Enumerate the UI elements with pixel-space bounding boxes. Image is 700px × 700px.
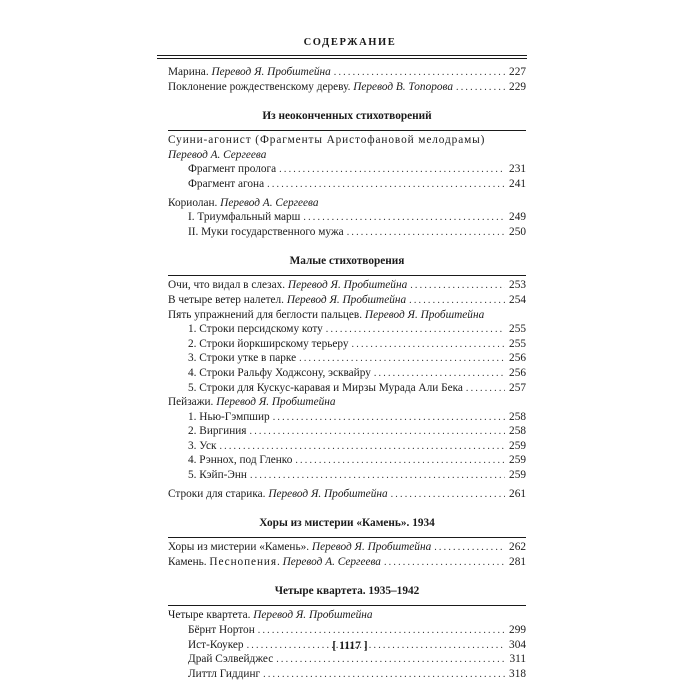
leader-dots: [410, 279, 505, 294]
entry-title: Бёрнт Нортон: [188, 624, 255, 637]
toc-entry: [168, 424, 526, 439]
page-number: 258: [509, 410, 526, 423]
entry-title: Ист-Коукер: [188, 638, 244, 651]
toc-entry: [168, 487, 526, 502]
section-rule: [168, 130, 526, 131]
page-number: 262: [509, 541, 526, 554]
page-number: 259: [509, 439, 526, 452]
page-number: 257: [509, 381, 526, 394]
leader-dots: [219, 440, 505, 455]
entry-title: 4. Строки Ральфу Ходжсону, эсквайру: [188, 366, 371, 379]
entry-title: Строки для старика. Перевод Я. Пробштейна: [168, 487, 388, 500]
leader-dots: [334, 66, 505, 81]
leader-dots: [258, 624, 505, 639]
page-number: 253: [509, 279, 526, 292]
leader-dots: [434, 541, 505, 556]
entry-title: В четыре ветер налетел. Перевод Я. Пробштейна: [168, 293, 407, 306]
page-number: 255: [509, 337, 526, 350]
entry-title: Литтл Гиддинг: [188, 667, 261, 680]
page-number: 304: [509, 638, 526, 651]
entry-title: 1. Нью-Гэмпшир: [188, 410, 270, 423]
entry-title: Драй Сэлвейджес: [188, 653, 274, 666]
table-of-contents: [168, 65, 526, 681]
leader-dots: [279, 163, 505, 178]
toc-entry: [168, 652, 526, 667]
entry-title: Фрагмент агона: [188, 177, 265, 190]
leader-dots: [374, 367, 505, 382]
leader-dots: [391, 488, 505, 503]
toc-entry: [168, 667, 526, 682]
leader-dots: [326, 323, 505, 338]
entry-title: Фрагмент пролога: [188, 163, 277, 176]
header-rule-lower: [157, 58, 527, 59]
page-number: 231: [509, 163, 526, 176]
section-rule: [168, 605, 526, 606]
section-title-unfinished: Из неоконченных стихотворений: [262, 110, 432, 123]
leader-dots: [250, 425, 506, 440]
leader-dots: [409, 294, 505, 309]
toc-entry: [168, 162, 526, 177]
toc-entry: [168, 623, 526, 638]
entry-title: 3. Уск: [188, 439, 217, 452]
leader-dots: [263, 668, 505, 683]
toc-heading: Четыре квартета. Перевод Я. Пробштейна: [168, 609, 373, 622]
toc-entry: [168, 177, 526, 192]
entry-title: 2. Строки йоркширскому терьеру: [188, 337, 349, 350]
page-number: 256: [509, 352, 526, 365]
header-rule-upper: [157, 55, 527, 56]
leader-dots: [456, 81, 505, 96]
leader-dots: [347, 226, 505, 241]
leader-dots: [303, 211, 505, 226]
leader-dots: [250, 469, 505, 484]
entry-title: II. Муки государственного мужа: [188, 225, 344, 238]
toc-entry: [168, 80, 526, 95]
entry-title: 1. Строки персидскому коту: [188, 323, 323, 336]
running-head: СОДЕРЖАНИЕ: [303, 37, 397, 48]
toc-translator: Перевод А. Сергеева: [168, 148, 267, 161]
page-number: 227: [509, 66, 526, 78]
section-rule: [168, 275, 526, 276]
page-number: 256: [509, 366, 526, 379]
page-number: 318: [509, 667, 526, 680]
section-title-rock: Хоры из мистерии «Камень». 1934: [259, 517, 435, 530]
entry-title: Поклонение рождественскому дереву. Перевод В. Топорова: [168, 80, 454, 93]
page-number: 249: [509, 211, 526, 224]
leader-dots: [299, 352, 505, 367]
entry-title: I. Триумфальный марш: [188, 211, 301, 224]
page-number: 254: [509, 293, 526, 306]
leader-dots: [273, 411, 505, 426]
page-number: 259: [509, 469, 526, 482]
toc-entry: [168, 453, 526, 468]
leader-dots: [295, 454, 505, 469]
toc-entry: [168, 351, 526, 366]
toc-entry: [168, 381, 526, 396]
leader-dots: [384, 556, 505, 571]
toc-entry: [168, 555, 526, 570]
entry-title: 5. Строки для Кускус-каравая и Мирзы Мурада Али Бека: [188, 381, 463, 394]
leader-dots: [276, 653, 505, 668]
toc-entry: [168, 65, 526, 80]
leader-dots: [466, 382, 505, 397]
page-folio: [ 1117 ]: [332, 640, 368, 652]
entry-title: 3. Строки утке в парке: [188, 352, 297, 365]
entry-title: 4. Рэннох, под Гленко: [188, 454, 293, 467]
section-rule: [168, 537, 526, 538]
toc-entry: [168, 225, 526, 240]
toc-entry: [168, 322, 526, 337]
toc-heading: Пять упражнений для беглости пальцев. Перевод Я. Пробштейна: [168, 308, 485, 321]
page-number: 255: [509, 323, 526, 336]
page-number: 229: [509, 80, 526, 93]
page-number: 261: [509, 487, 526, 500]
toc-entry: [168, 439, 526, 454]
page-number: 281: [509, 555, 526, 568]
toc-heading: Суини-агонист (Фрагменты Аристофановой мелодрамы): [168, 134, 486, 147]
entry-title: Марина. Перевод Я. Пробштейна: [168, 66, 331, 78]
toc-entry: [168, 468, 526, 483]
toc-entry: [168, 366, 526, 381]
page-number: 299: [509, 624, 526, 637]
page-number: 250: [509, 225, 526, 238]
leader-dots: [352, 338, 505, 353]
toc-entry: [168, 540, 526, 555]
leader-dots: [267, 178, 505, 193]
toc-entry: [168, 410, 526, 425]
section-title-quartets: Четыре квартета. 1935–1942: [274, 585, 420, 598]
page-number: 311: [509, 653, 526, 666]
entry-title: Очи, что видал в слезах. Перевод Я. Пробштейна: [168, 279, 408, 292]
section-title-minor: Малые стихотворения: [289, 255, 405, 268]
page-number: 259: [509, 454, 526, 467]
entry-title: 2. Виргиния: [188, 425, 247, 438]
entry-title: 5. Кэйп-Энн: [188, 469, 247, 482]
page-number: 258: [509, 425, 526, 438]
entry-title: Камень. Песнопения. Перевод А. Сергеева: [168, 555, 381, 568]
page-number: 241: [509, 177, 526, 190]
toc-entry: [168, 210, 526, 225]
entry-title: Хоры из мистерии «Камень». Перевод Я. Пробштейна: [168, 541, 432, 554]
toc-entry: [168, 337, 526, 352]
toc-heading: Кориолан. Перевод А. Сергеева: [168, 196, 319, 209]
toc-entry: [168, 278, 526, 293]
toc-entry: [168, 293, 526, 308]
toc-heading: Пейзажи. Перевод Я. Пробштейна: [168, 396, 336, 409]
